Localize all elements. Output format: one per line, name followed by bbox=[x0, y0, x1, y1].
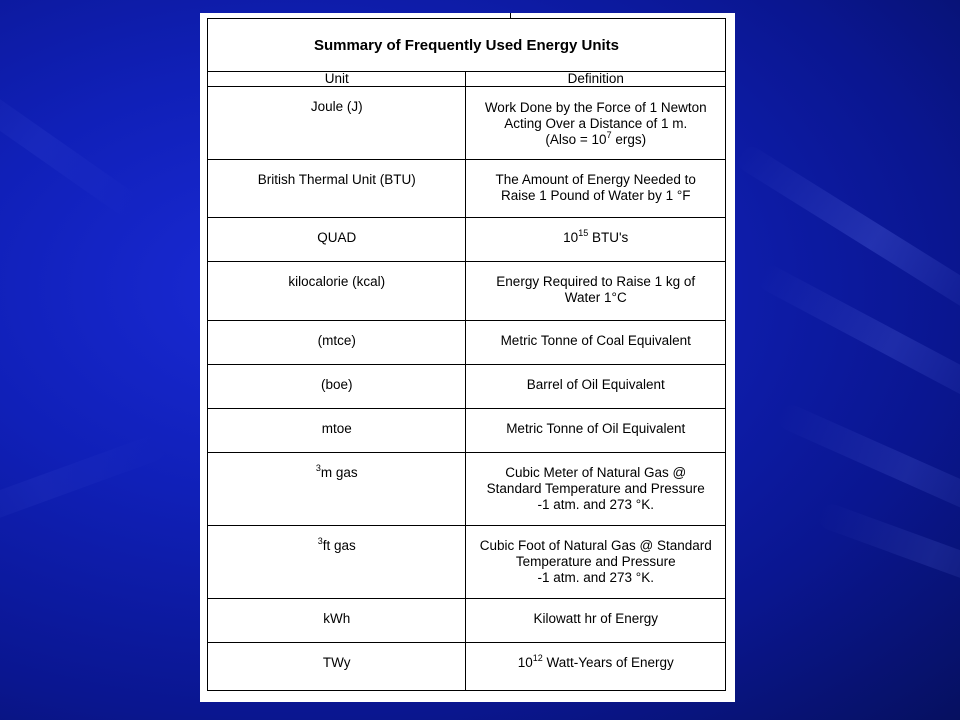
unit-name: ft gas bbox=[322, 538, 356, 553]
unit-cell bbox=[208, 409, 466, 453]
definition-cell bbox=[466, 643, 726, 691]
top-tick-mark bbox=[510, 13, 511, 19]
definition-line: Temperature and Pressure bbox=[515, 554, 676, 569]
table-row bbox=[208, 643, 726, 691]
unit-name: (boe) bbox=[320, 377, 353, 392]
definition-cell bbox=[466, 453, 726, 526]
unit-cell bbox=[208, 643, 466, 691]
background-streak bbox=[0, 62, 144, 221]
definition-line: Acting Over a Distance of 1 m. bbox=[504, 116, 688, 131]
unit-name: TWy bbox=[322, 655, 351, 670]
unit-cell bbox=[208, 526, 466, 599]
definition-text: 10 bbox=[563, 230, 579, 245]
definition-line: -1 atm. and 273 °K. bbox=[537, 570, 654, 585]
unit-name: mtoe bbox=[321, 421, 352, 436]
unit-name: QUAD bbox=[317, 230, 357, 245]
column-header-definition: Definition bbox=[466, 72, 726, 87]
definition-line: Kilowatt hr of Energy bbox=[533, 611, 659, 626]
unit-cell bbox=[208, 262, 466, 321]
definition-cell bbox=[466, 526, 726, 599]
unit-name: (mtce) bbox=[317, 333, 356, 348]
definition-cell bbox=[466, 409, 726, 453]
unit-cell bbox=[208, 599, 466, 643]
definition-line: -1 atm. and 273 °K. bbox=[537, 497, 654, 512]
definition-line: Energy Required to Raise 1 kg of bbox=[496, 274, 696, 289]
definition-line bbox=[466, 655, 725, 671]
exponent: 3 bbox=[315, 463, 321, 473]
definition-cell bbox=[466, 160, 726, 218]
definition-line: Cubic Foot of Natural Gas @ Standard bbox=[479, 538, 712, 553]
definition-text: BTU's bbox=[588, 230, 629, 245]
definition-text: ergs) bbox=[611, 132, 647, 147]
energy-units-sheet bbox=[200, 13, 735, 702]
unit-cell bbox=[208, 218, 466, 262]
definition-line: Standard Temperature and Pressure bbox=[486, 481, 705, 496]
definition-line: The Amount of Energy Needed to bbox=[495, 172, 696, 187]
table-row bbox=[208, 321, 726, 365]
definition-text: (Also = 10 bbox=[545, 132, 607, 147]
definition-cell bbox=[466, 218, 726, 262]
table-row bbox=[208, 160, 726, 218]
definition-cell bbox=[466, 321, 726, 365]
unit-name: m gas bbox=[320, 465, 358, 480]
table-row bbox=[208, 262, 726, 321]
unit-name: kWh bbox=[323, 611, 351, 626]
table-row bbox=[208, 87, 726, 160]
definition-line: Work Done by the Force of 1 Newton bbox=[484, 100, 707, 115]
table-row bbox=[208, 599, 726, 643]
unit-name: British Thermal Unit (BTU) bbox=[257, 172, 416, 187]
table-row bbox=[208, 409, 726, 453]
definition-text: 10 bbox=[517, 655, 533, 670]
definition-cell bbox=[466, 365, 726, 409]
definition-cell bbox=[466, 599, 726, 643]
definition-line: Barrel of Oil Equivalent bbox=[526, 377, 665, 392]
definition-line bbox=[466, 132, 725, 148]
exponent: 7 bbox=[606, 130, 612, 140]
exponent: 12 bbox=[532, 653, 543, 663]
exponent: 3 bbox=[317, 536, 323, 546]
table-row bbox=[208, 526, 726, 599]
definition-line: Water 1°C bbox=[564, 290, 627, 305]
definition-line: Metric Tonne of Oil Equivalent bbox=[506, 421, 686, 436]
unit-name: Joule (J) bbox=[310, 99, 363, 114]
unit-cell bbox=[208, 321, 466, 365]
column-header-unit: Unit bbox=[208, 72, 466, 87]
unit-name: kilocalorie (kcal) bbox=[288, 274, 386, 289]
table-row bbox=[208, 453, 726, 526]
definition-line: Raise 1 Pound of Water by 1 °F bbox=[500, 188, 691, 203]
unit-cell bbox=[208, 453, 466, 526]
table-title: Summary of Frequently Used Energy Units bbox=[208, 19, 726, 72]
definition-cell bbox=[466, 262, 726, 321]
unit-cell bbox=[208, 87, 466, 160]
definition-text: Watt-Years of Energy bbox=[542, 655, 674, 670]
unit-cell bbox=[208, 365, 466, 409]
table-row bbox=[208, 365, 726, 409]
table-row bbox=[208, 218, 726, 262]
definition-cell bbox=[466, 87, 726, 160]
energy-units-table bbox=[207, 18, 726, 691]
definition-line: Cubic Meter of Natural Gas @ bbox=[505, 465, 687, 480]
exponent: 15 bbox=[578, 228, 589, 238]
background-streak bbox=[0, 432, 169, 545]
definition-line bbox=[466, 230, 725, 246]
background-streak bbox=[816, 501, 960, 608]
unit-cell bbox=[208, 160, 466, 218]
definition-line: Metric Tonne of Coal Equivalent bbox=[500, 333, 691, 348]
